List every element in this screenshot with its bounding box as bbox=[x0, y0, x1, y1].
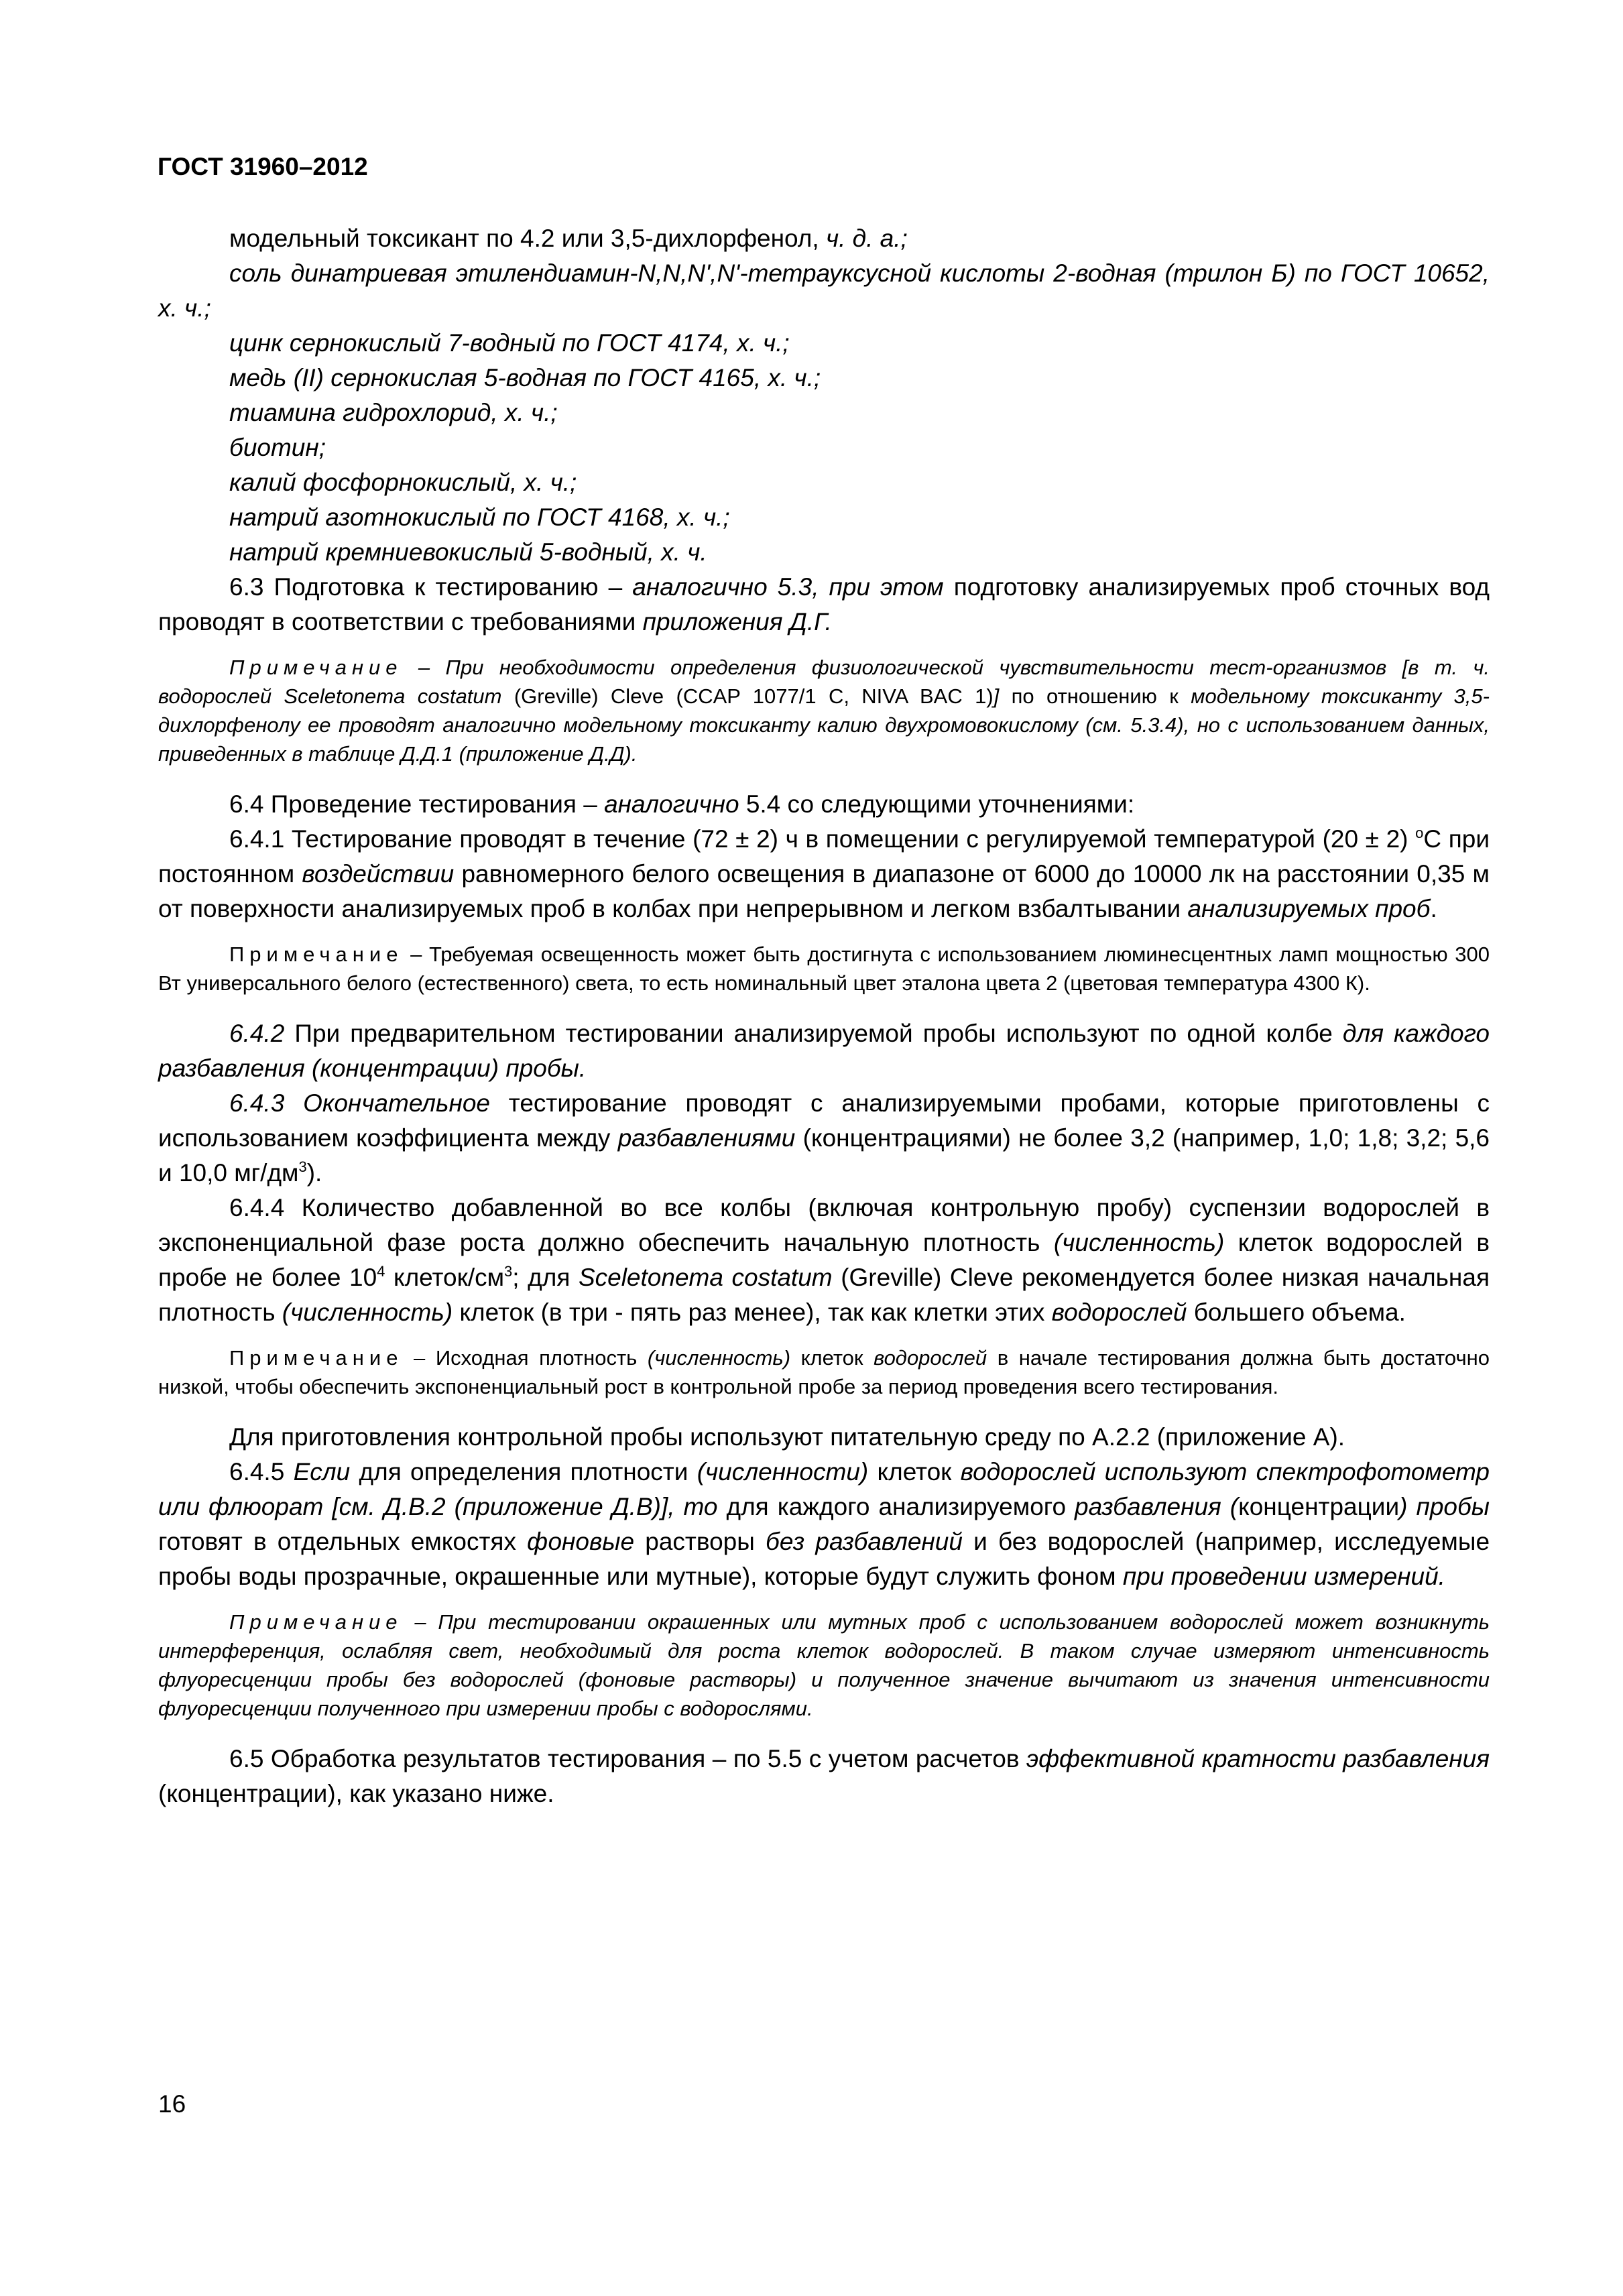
reagent-text: биотин; bbox=[229, 434, 326, 461]
reagent-item bbox=[158, 500, 1490, 535]
text-run: клеток (в три - пять раз менее), так как клетки этих bbox=[453, 1298, 1052, 1326]
section-6-4-5 bbox=[158, 1455, 1490, 1594]
section-6-4 bbox=[158, 787, 1490, 822]
document-header: ГОСТ 31960–2012 bbox=[158, 153, 368, 180]
text-run-italic: – При необходимости определения физиологической чувствительности тест-организмов [в т. ч. водорослей Sceletonema costatum bbox=[158, 656, 1490, 708]
note-label: Примечание bbox=[229, 1610, 403, 1634]
text-run: большего объема. bbox=[1187, 1298, 1406, 1326]
reagent-text: тиамина гидрохлорид, х. ч.; bbox=[229, 399, 558, 426]
text-run: тестирование проводят с анализируемыми пробами, которые приготовлены с использованием коэффициента между bbox=[158, 1089, 1490, 1152]
text-run-italic: Если bbox=[293, 1458, 351, 1486]
text-run-italic: аналогично bbox=[604, 790, 739, 818]
text-run: – Исходная плотность bbox=[403, 1346, 648, 1370]
text-run-italic: 6.4.3 Окончательное bbox=[229, 1089, 491, 1117]
text-run-italic: анализируемых проб bbox=[1187, 895, 1431, 922]
text-run-italic: разбавлениями bbox=[617, 1124, 796, 1152]
text-run-italic: воздействии bbox=[302, 860, 455, 888]
text-run: в начале тестирования должна быть достаточно низкой, чтобы обеспечить экспоненциальный рост в контрольной пробе за период проведения всего тестирования. bbox=[158, 1346, 1490, 1398]
reagent-text: натрий азотнокислый по ГОСТ 4168, х. ч.; bbox=[229, 503, 730, 531]
superscript: 4 bbox=[377, 1263, 385, 1280]
text-run: клеток/см bbox=[385, 1264, 505, 1291]
text-run-italic: разбавления ( bbox=[1075, 1493, 1239, 1520]
reagent-text: натрий кремниевокислый 5-водный, х. ч. bbox=[229, 538, 707, 566]
text-run: При предварительном тестировании анализируемой пробы используют по одной колбе bbox=[284, 1020, 1343, 1047]
text-run-italic: ) пробы bbox=[1399, 1493, 1490, 1520]
text-run: (Greville) Cleve (CCAP 1077/1 C, NIVA BAC 1) bbox=[501, 684, 994, 708]
text-run-italic: Sceletonema costatum bbox=[578, 1264, 833, 1291]
text-run-italic: ] bbox=[993, 684, 1000, 708]
text-run-italic: без разбавлений bbox=[766, 1528, 963, 1555]
section-6-4-4 bbox=[158, 1191, 1490, 1330]
text-run: растворы bbox=[634, 1528, 766, 1555]
text-run: 6.4.4 Количество добавленной во все колбы (включая контрольную пробу) суспензии водорослей в экспоненциальной фазе роста должно обеспечить начальную плотность bbox=[158, 1194, 1490, 1256]
note-label: Примечание bbox=[229, 1346, 404, 1370]
superscript: 3 bbox=[298, 1158, 307, 1175]
note-label: Примечание bbox=[229, 943, 404, 966]
note-4 bbox=[158, 1608, 1490, 1723]
text-run: клеток bbox=[790, 1346, 874, 1370]
text-run-italic: водорослей bbox=[1051, 1298, 1187, 1326]
text-run-italic: водорослей bbox=[874, 1346, 987, 1370]
text-run-italic: (численность) bbox=[282, 1298, 453, 1326]
text-run-italic: аналогично 5.3, при этом bbox=[632, 573, 944, 601]
text-run: клеток водорослей в пробе не более 10 bbox=[158, 1229, 1490, 1291]
reagent-item bbox=[158, 326, 1490, 361]
note-text: – При тестировании окрашенных или мутных проб с использованием водорослей может возникнуть интерференция, ослабляя свет, необходимый для роста клеток водорослей. В таком случае измеряют интенсивность флуоресценции пробы без водорослей (фоновые растворы) и полученное значение вычитают из значения интенсивности флуоресценции полученного при измерении пробы с водорослями. bbox=[158, 1610, 1490, 1720]
text-run: 6.4.1 Тестирование проводят в течение (72 ± 2) ч в помещении с регулируемой температурой (20 ± 2) bbox=[229, 825, 1416, 853]
text-run: готовят в отдельных емкостях bbox=[158, 1528, 528, 1555]
section-6-5 bbox=[158, 1742, 1490, 1811]
reagent-text: медь (II) сернокислая 5-водная по ГОСТ 4165, х. ч.; bbox=[229, 364, 821, 391]
text-run: равномерного белого освещения в диапазоне от 6000 до 10000 лк на расстоянии 0,35 м от поверхности анализируемых проб в колбах при непрерывном и легком взбалтывании bbox=[158, 860, 1490, 922]
reagent-item bbox=[158, 430, 1490, 465]
text-run: подготовку анализируемых проб сточных вод проводят в соответствии с требованиями bbox=[158, 573, 1490, 636]
text-run-italic: (численность) bbox=[647, 1346, 791, 1370]
reagent-item bbox=[158, 256, 1490, 326]
text-run: по отношению к bbox=[999, 684, 1191, 708]
reagent-text: модельный токсикант по 4.2 или 3,5-дихлорфенол, bbox=[229, 225, 826, 252]
text-run: для определения плотности bbox=[350, 1458, 697, 1486]
text-run-italic: 6.4.2 bbox=[229, 1020, 285, 1047]
text-run: 5.4 со следующими уточнениями: bbox=[739, 790, 1135, 818]
reagent-item bbox=[158, 361, 1490, 396]
text-run: концентрации bbox=[1238, 1493, 1400, 1520]
text-run: 6.4 Проведение тестирования – bbox=[229, 790, 605, 818]
reagent-item bbox=[158, 221, 1490, 256]
reagent-text: цинк сернокислый 7-водный по ГОСТ 4174, х. ч.; bbox=[229, 329, 790, 357]
text-run: (Greville) Cleve рекомендуется более низкая начальная плотность bbox=[158, 1264, 1490, 1326]
text-run: (концентрации), как указано ниже. bbox=[158, 1780, 554, 1807]
reagent-text: соль динатриевая этилендиамин-N,N,N',N'-тетрауксусной кислоты 2-водная (трилон Б) по ГОСТ 10652, х. ч.; bbox=[158, 259, 1490, 322]
note-text: – Требуемая освещенность может быть достигнута с использованием люминесцентных ламп мощностью 300 Вт универсального белого (естественного) света, то есть номинальный цвет эталона цвета 2 (цветовая температура 4300 К). bbox=[158, 943, 1490, 995]
superscript: 3 bbox=[504, 1263, 513, 1280]
text-run-italic: приложения Д.Г. bbox=[642, 608, 832, 636]
text-run: 6.3 Подготовка к тестированию – bbox=[229, 573, 633, 601]
text-run: 6.5 Обработка результатов тестирования – по 5.5 с учетом расчетов bbox=[229, 1745, 1026, 1772]
text-run: ). bbox=[306, 1159, 322, 1187]
document-body bbox=[158, 221, 1490, 1811]
section-6-4-3 bbox=[158, 1086, 1490, 1191]
section-6-3 bbox=[158, 570, 1490, 640]
note-1 bbox=[158, 653, 1490, 768]
reagent-item bbox=[158, 535, 1490, 570]
text-run-italic: водорослей используют спектрофотометр или флюорат [см. Д.В.2 (приложение Д.В)], то bbox=[158, 1458, 1490, 1520]
text-run-italic: модельному токсиканту 3,5-дихлорфенолу ее проводят аналогично модельному токсиканту калию двухромовокислому (см. 5.3.4), но с использованием данных, приведенных в таблице Д.Д.1 (приложение Д.Д). bbox=[158, 684, 1490, 766]
reagent-text: калий фосфорнокислый, х. ч.; bbox=[229, 469, 577, 496]
section-6-4-1 bbox=[158, 822, 1490, 926]
text-run: ; для bbox=[512, 1264, 579, 1291]
reagent-item bbox=[158, 465, 1490, 500]
section-6-4-2 bbox=[158, 1016, 1490, 1086]
note-label: Примечание bbox=[229, 656, 403, 679]
text-run: и без водорослей (например, исследуемые пробы воды прозрачные, окрашенные или мутные), которые будут служить фоном bbox=[158, 1528, 1490, 1590]
reagent-item bbox=[158, 396, 1490, 430]
text-run: для каждого анализируемого bbox=[717, 1493, 1075, 1520]
superscript: о bbox=[1415, 825, 1424, 841]
text-run-italic: при проведении измерений. bbox=[1122, 1563, 1445, 1590]
text-run-italic: фоновые bbox=[527, 1528, 635, 1555]
text-run-italic: (численность) bbox=[1053, 1229, 1225, 1256]
note-3 bbox=[158, 1343, 1490, 1401]
text-run: клеток bbox=[868, 1458, 961, 1486]
paragraph-control-sample: Для приготовления контрольной пробы используют питательную среду по А.2.2 (приложение А). bbox=[229, 1423, 1345, 1451]
text-run-italic: (численности) bbox=[697, 1458, 869, 1486]
text-run: С при постоянном bbox=[158, 825, 1490, 888]
note-2 bbox=[158, 940, 1490, 998]
reagent-grade: ч. д. а.; bbox=[825, 225, 908, 252]
text-run: 6.4.5 bbox=[229, 1458, 294, 1486]
text-run-italic: эффективной кратности разбавления bbox=[1026, 1745, 1490, 1772]
page-number: 16 bbox=[158, 2090, 186, 2118]
text-run-italic: для каждого разбавления (концентрации) пробы. bbox=[158, 1020, 1490, 1082]
text-run: (концентрациями) не более 3,2 (например, 1,0; 1,8; 3,2; 5,6 и 10,0 мг/дм bbox=[158, 1124, 1490, 1187]
text-run: . bbox=[1430, 895, 1437, 922]
